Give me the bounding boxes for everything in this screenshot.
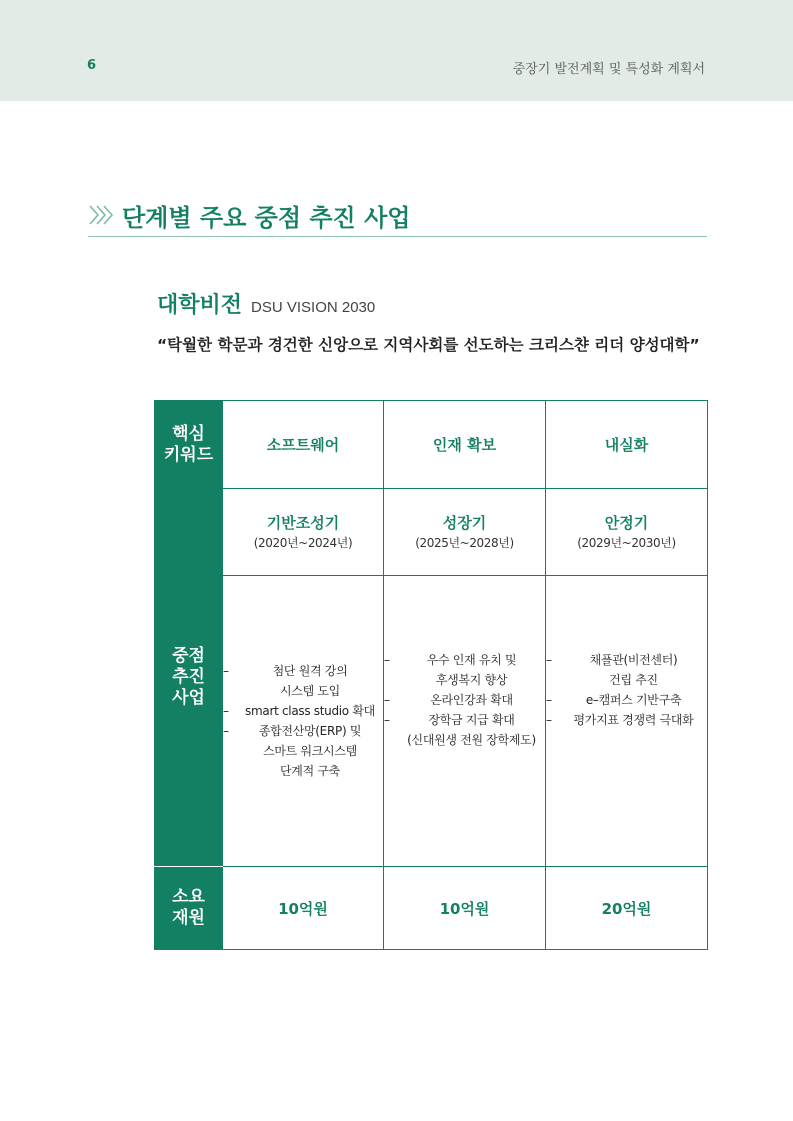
project-item: – 첨단 원격 강의 [223, 661, 383, 681]
section-heading [88, 194, 707, 237]
project-list [384, 650, 545, 750]
triple-chevron-icon [88, 203, 116, 227]
budget-cell: 10억원 [223, 867, 384, 950]
keyword-cell: 인재 확보 [384, 401, 546, 489]
budget-cell: 10억원 [384, 867, 546, 950]
vision-title: 대학비전 [157, 293, 243, 318]
budget-header-line: 재원 [172, 908, 205, 928]
project-list-cell [546, 576, 708, 867]
page-number: 6 [87, 58, 97, 73]
keyword-header-line: 핵심 [172, 423, 205, 444]
budget-row [155, 867, 708, 950]
project-item: – 평가지표 경쟁력 극대화 [546, 710, 707, 730]
project-item: – 장학금 지급 확대 [384, 710, 545, 730]
phase-name: 안정기 [604, 513, 649, 532]
keyword-cell: 소프트웨어 [223, 401, 384, 489]
phase-name: 성장기 [442, 513, 487, 532]
project-header-line: 사업 [172, 688, 205, 708]
phase-cell [546, 489, 708, 576]
keyword-header-line: 키워드 [163, 444, 214, 465]
phase-cell [223, 489, 384, 576]
project-list [546, 650, 707, 730]
phase-name: 기반조성기 [266, 513, 340, 532]
keyword-row-header [155, 401, 223, 489]
document-title: 중장기 발전계획 및 특성화 계획서 [512, 62, 705, 77]
project-header-line: 중점 [172, 646, 205, 666]
phase-years: (2025년~2028년) [415, 535, 514, 550]
keyword-row [155, 401, 708, 489]
project-item: – e–캠퍼스 기반구축 [546, 690, 707, 710]
project-item: 후생복지 향상 [435, 673, 508, 687]
phase-row [155, 489, 708, 576]
budget-header-line: 소요 [172, 887, 205, 907]
vision-subtitle: DSU VISION 2030 [251, 299, 376, 316]
project-header-line: 추진 [172, 667, 205, 687]
project-list [223, 661, 383, 781]
project-item: – 우수 인재 유치 및 [384, 650, 545, 670]
project-item: (신대원생 전원 장학제도) [407, 733, 536, 747]
project-row-header [155, 489, 223, 867]
project-row [155, 576, 708, 867]
keyword-cell: 내실화 [546, 401, 708, 489]
project-item: – smart class studio 확대 [223, 701, 383, 721]
header-band [0, 0, 793, 101]
project-list-cell [223, 576, 384, 867]
phase-years: (2029년~2030년) [577, 535, 676, 550]
section-title: 단계별 주요 중점 추진 사업 [122, 203, 411, 232]
project-item: 단계적 구축 [280, 764, 340, 778]
phase-cell [384, 489, 546, 576]
project-item: 시스템 도입 [280, 684, 340, 698]
plan-table [154, 400, 708, 950]
budget-row-header [155, 867, 223, 950]
vision-heading [157, 288, 375, 319]
project-item: – 온라인강좌 확대 [384, 690, 545, 710]
project-item: 스마트 워크시스템 [263, 744, 357, 758]
project-item: – 종합전산망(ERP) 및 [223, 721, 383, 741]
project-item: – 채플관(비전센터) [546, 650, 707, 670]
project-list-cell [384, 576, 546, 867]
project-item: 건립 추진 [609, 673, 658, 687]
phase-years: (2020년~2024년) [253, 535, 353, 550]
vision-quote: “탁월한 학문과 경건한 신앙으로 지역사회를 선도하는 크리스챤 리더 양성대학” [157, 336, 700, 354]
budget-cell: 20억원 [546, 867, 708, 950]
